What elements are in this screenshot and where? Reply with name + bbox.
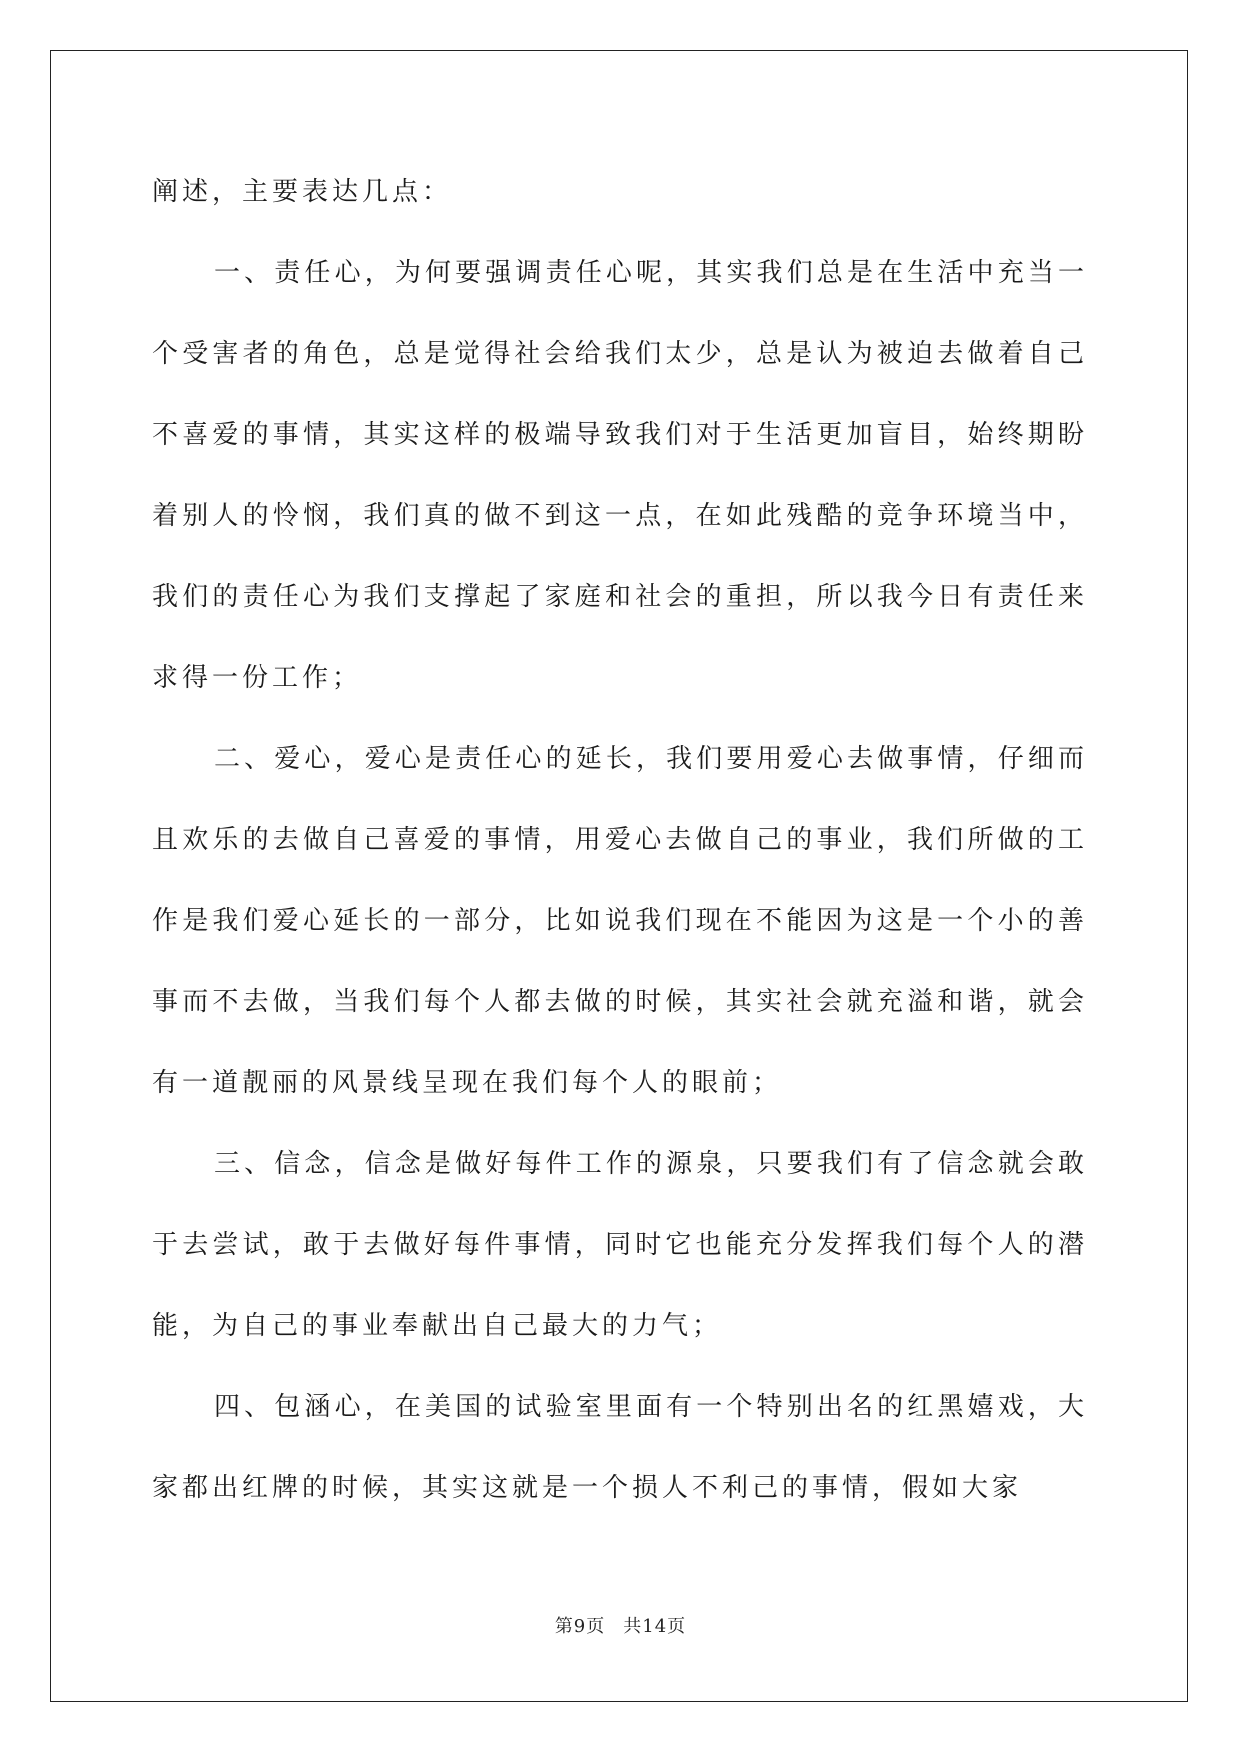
paragraph-responsibility: 一、责任心，为何要强调责任心呢，其实我们总是在生活中充当一个受害者的角色，总是觉得社会给我们太少，总是认为被迫去做着自己不喜爱的事情，其实这样的极端导致我们对于生活更加盲目，始终期盼着别人的怜悯，我们真的做不到这一点，在如此残酷的竞争环境当中，我们的责任心为我们支撑起了家庭和社会的重担，所以我今日有责任来求得一份工作； xyxy=(152,258,1088,693)
paragraph-tolerance: 四、包涵心，在美国的试验室里面有一个特别出名的红黑嬉戏，大家都出红牌的时候，其实这就是一个损人不利己的事情，假如大家 xyxy=(152,1392,1088,1503)
paragraph-intro: 阐述，主要表达几点： xyxy=(152,177,453,207)
page-number: 第9页 xyxy=(554,1616,606,1637)
paragraph-love: 二、爱心，爱心是责任心的延长，我们要用爱心去做事情，仔细而且欢乐的去做自己喜爱的事情，用爱心去做自己的事业，我们所做的工作是我们爱心延长的一部分，比如说我们现在不能因为这是一个小的善事而不去做，当我们每个人都去做的时候，其实社会就充溢和谐，就会有一道靓丽的风景线呈现在我们每个人的眼前； xyxy=(152,744,1088,1098)
paragraph-belief: 三、信念，信念是做好每件工作的源泉，只要我们有了信念就会敢于去尝试，敢于去做好每件事情，同时它也能充分发挥我们每个人的潜能，为自己的事业奉献出自己最大的力气； xyxy=(152,1149,1088,1341)
page-total: 共14页 xyxy=(623,1616,687,1637)
page-footer xyxy=(0,1612,1241,1638)
document-body xyxy=(152,152,1088,1529)
